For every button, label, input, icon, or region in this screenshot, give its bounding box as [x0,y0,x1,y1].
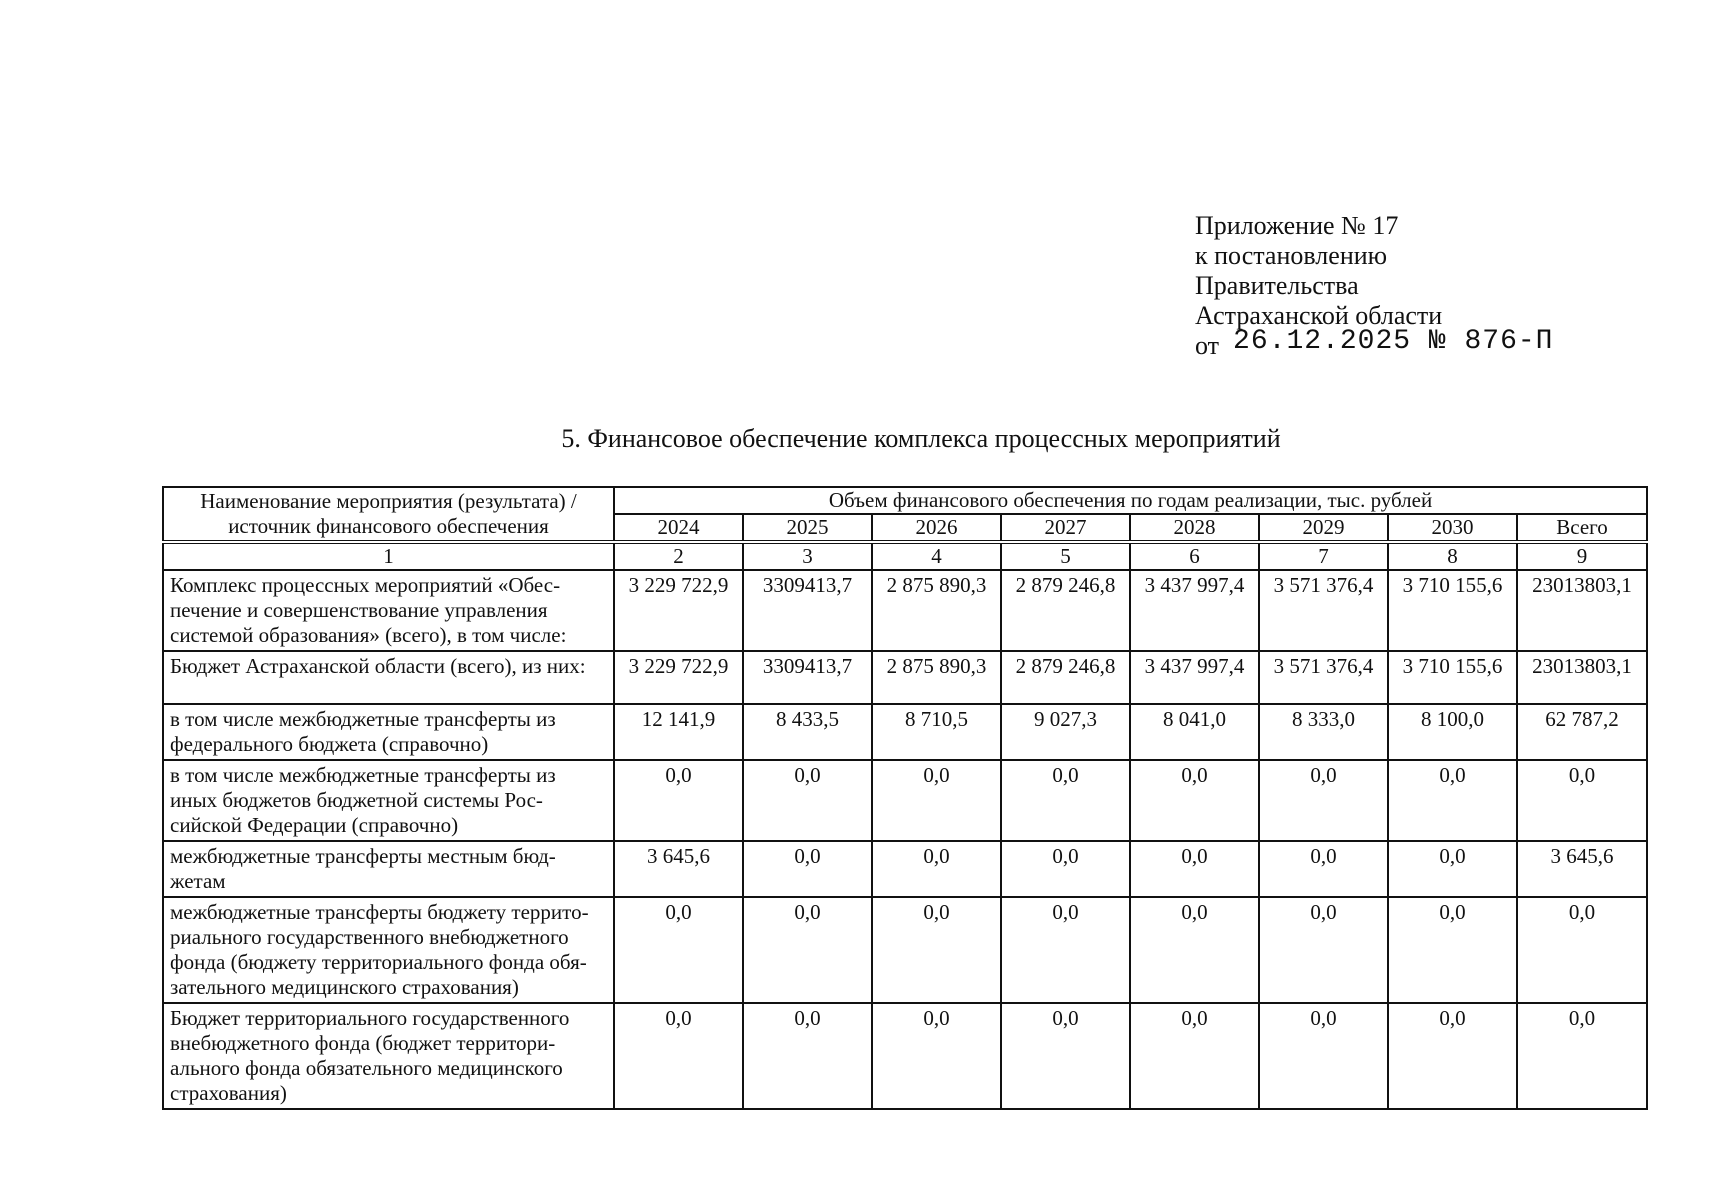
row-value: 0,0 [614,760,743,841]
appendix-government: Правительства [1195,271,1359,300]
date-prefix: от [1195,331,1220,360]
row-value: 0,0 [743,841,872,897]
row-value: 0,0 [614,1003,743,1109]
row-value: 0,0 [1001,1003,1130,1109]
row-value: 3 571 376,4 [1259,570,1388,651]
appendix-block [1195,211,1553,363]
row-value: 3309413,7 [743,651,872,704]
row-value: 0,0 [1130,1003,1259,1109]
row-value: 0,0 [872,841,1001,897]
row-value: 3 645,6 [614,841,743,897]
row-value: 3 710 155,6 [1388,651,1517,704]
row-value: 3 229 722,9 [614,651,743,704]
row-value: 8 710,5 [872,704,1001,760]
table-row [163,760,1647,841]
row-value: 0,0 [872,897,1001,1003]
row-value: 0,0 [743,897,872,1003]
row-value: 0,0 [1517,897,1647,1003]
row-value: 2 875 890,3 [872,570,1001,651]
column-number: 4 [872,542,1001,570]
row-value: 0,0 [1259,1003,1388,1109]
row-value: 3 437 997,4 [1130,570,1259,651]
row-value: 0,0 [1388,841,1517,897]
row-value: 3 571 376,4 [1259,651,1388,704]
row-value: 0,0 [1259,841,1388,897]
row-value: 3309413,7 [743,570,872,651]
row-value: 8 100,0 [1388,704,1517,760]
table-row [163,841,1647,897]
appendix-region: Астраханской области [1195,301,1443,330]
row-value: 12 141,9 [614,704,743,760]
row-value: 0,0 [1130,760,1259,841]
row-name: в том числе межбюджетные трансферты из иных бюджетов бюджетной системы Рос-сийской Федерации (справочно) [163,760,614,841]
row-value: 0,0 [1388,760,1517,841]
header-year: 2028 [1130,514,1259,542]
date-stamp: 26.12.2025 № 876-П [1233,326,1554,357]
row-value: 0,0 [1001,897,1130,1003]
header-year: 2030 [1388,514,1517,542]
column-number: 2 [614,542,743,570]
row-value: 0,0 [1259,897,1388,1003]
appendix-ref-line: к постановлению [1195,241,1388,270]
row-value: 0,0 [872,1003,1001,1109]
row-value: 3 710 155,6 [1388,570,1517,651]
table-row [163,704,1647,760]
finance-table-body [163,570,1647,1109]
header-volume: Объем финансового обеспечения по годам реализации, тыс. рублей [614,487,1647,514]
header-year: 2025 [743,514,872,542]
header-year: Всего [1517,514,1647,542]
section-title: 5. Финансовое обеспечение комплекса процессных мероприятий [561,424,1281,453]
row-name: Бюджет территориального государственного внебюджетного фонда (бюджет территори-ального фонда обязательного медицинского страхования) [163,1003,614,1109]
header-column-numbers [163,542,1647,570]
table-row [163,651,1647,704]
row-value: 3 437 997,4 [1130,651,1259,704]
table-row [163,897,1647,1003]
row-value: 0,0 [1517,760,1647,841]
row-name: межбюджетные трансферты бюджету террито-риального государственного внебюджетного фонда (бюджету территориального фонда обя-зательного медицинского страхования) [163,897,614,1003]
row-value: 0,0 [1130,841,1259,897]
row-value: 0,0 [1388,1003,1517,1109]
column-number: 7 [1259,542,1388,570]
column-number: 3 [743,542,872,570]
appendix-number: Приложение № 17 [1195,211,1399,240]
header-year: 2027 [1001,514,1130,542]
row-value: 8 041,0 [1130,704,1259,760]
row-value: 8 333,0 [1259,704,1388,760]
row-value: 9 027,3 [1001,704,1130,760]
row-value: 0,0 [1001,760,1130,841]
table-row [163,1003,1647,1109]
header-year: 2024 [614,514,743,542]
column-number: 6 [1130,542,1259,570]
row-value: 0,0 [1259,760,1388,841]
row-name: Комплекс процессных мероприятий «Обес-печение и совершенствование управления системой образования» (всего), в том числе: [163,570,614,651]
row-value: 0,0 [1001,841,1130,897]
row-value: 0,0 [872,760,1001,841]
row-value: 0,0 [1388,897,1517,1003]
row-value: 0,0 [614,897,743,1003]
column-number: 1 [163,542,614,570]
row-value: 8 433,5 [743,704,872,760]
row-value: 62 787,2 [1517,704,1647,760]
header-year: 2029 [1259,514,1388,542]
row-name: в том числе межбюджетные трансферты из федерального бюджета (справочно) [163,704,614,760]
header-year: 2026 [872,514,1001,542]
row-value: 0,0 [743,760,872,841]
row-value: 23013803,1 [1517,651,1647,704]
row-value: 2 879 246,8 [1001,651,1130,704]
row-name: межбюджетные трансферты местным бюд-жетам [163,841,614,897]
column-number: 5 [1001,542,1130,570]
row-value: 0,0 [1517,1003,1647,1109]
header-name: Наименование мероприятия (результата) / источник финансового обеспечения [163,487,614,542]
row-value: 0,0 [1130,897,1259,1003]
row-value: 23013803,1 [1517,570,1647,651]
row-value: 3 645,6 [1517,841,1647,897]
appendix-date-line [1195,326,1554,363]
row-value: 2 879 246,8 [1001,570,1130,651]
finance-table [162,486,1648,1110]
row-value: 0,0 [743,1003,872,1109]
row-value: 3 229 722,9 [614,570,743,651]
column-number: 9 [1517,542,1647,570]
table-row [163,570,1647,651]
row-value: 2 875 890,3 [872,651,1001,704]
row-name: Бюджет Астраханской области (всего), из них: [163,651,614,704]
column-number: 8 [1388,542,1517,570]
